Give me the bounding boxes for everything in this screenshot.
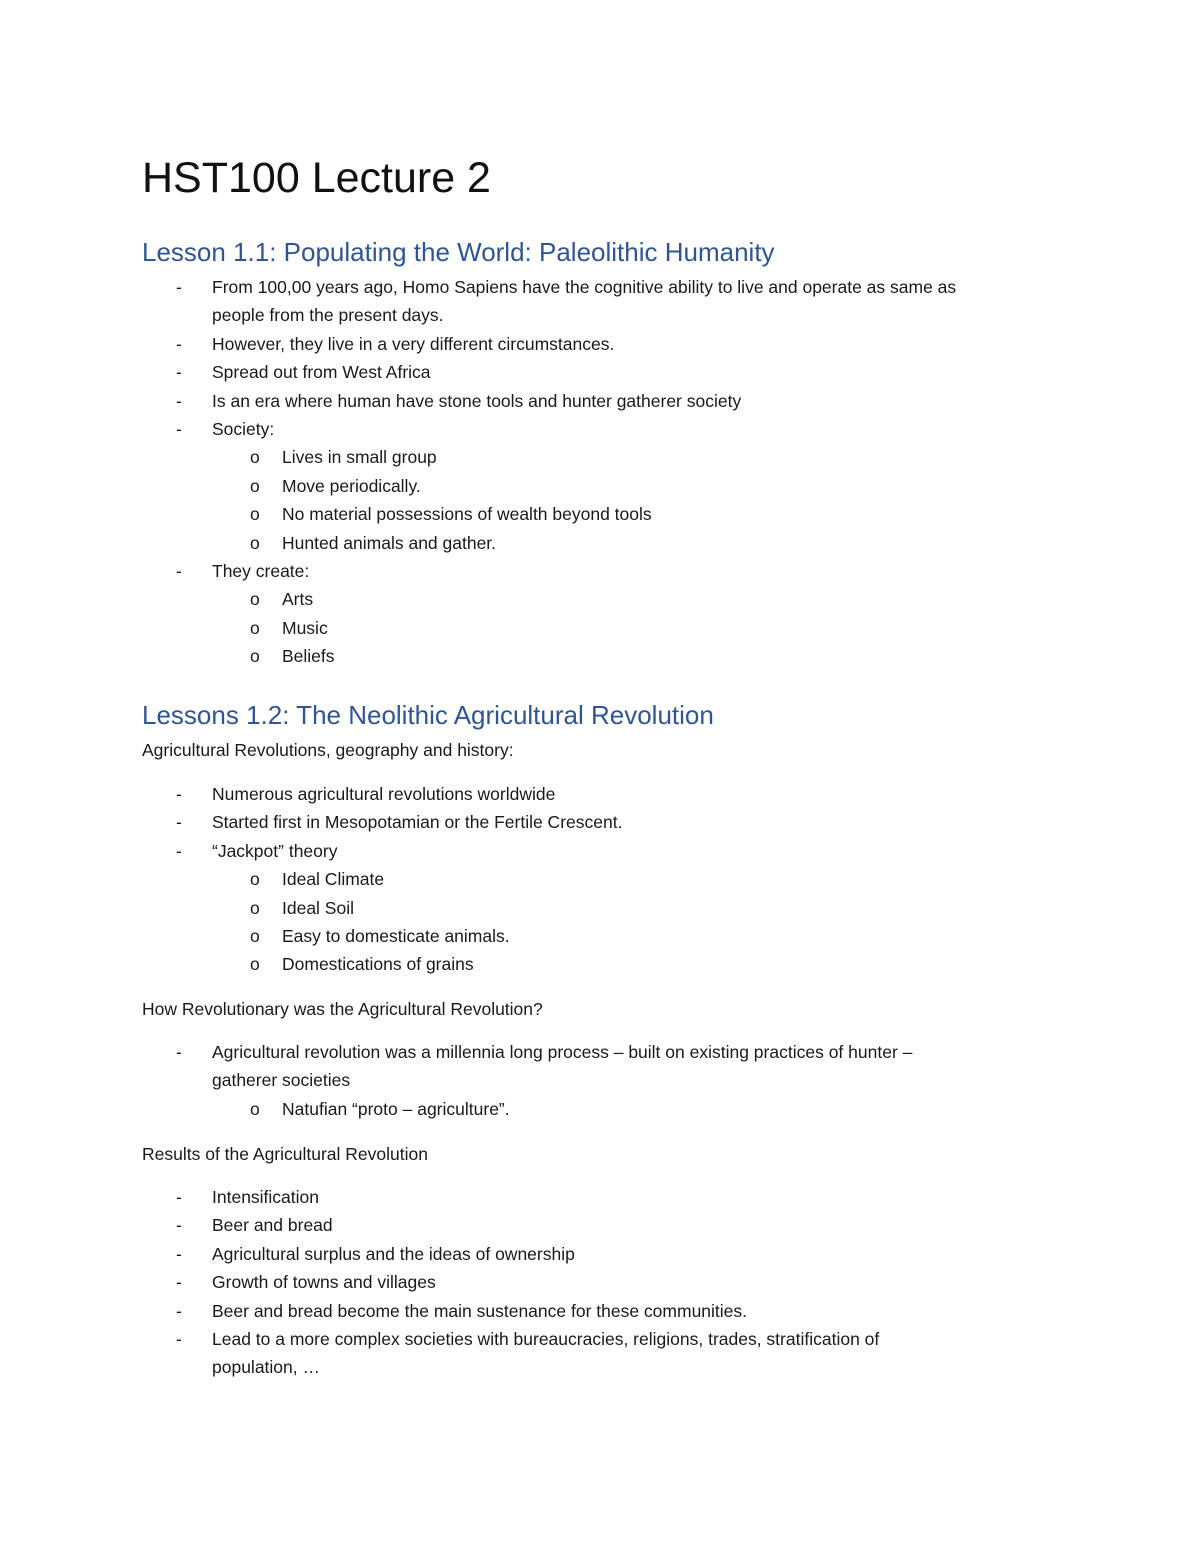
list-item — [142, 837, 1072, 865]
circle-bullet: o — [250, 475, 260, 496]
list-item — [142, 557, 1072, 585]
results-paragraph: Results of the Agricultural Revolution — [142, 1144, 428, 1164]
list-item — [142, 273, 1072, 301]
dash-bullet: - — [176, 840, 182, 861]
list-item-text: From 100,00 years ago, Homo Sapiens have the cognitive ability to live and operate as same as — [212, 277, 957, 297]
list-item — [142, 1183, 1072, 1211]
results-list — [142, 1183, 1072, 1382]
sub-list-item — [142, 529, 1072, 557]
list-item — [142, 415, 1072, 443]
list-item-text: Numerous agricultural revolutions worldwide — [212, 784, 556, 804]
sub-list-item-text: Music — [282, 617, 328, 638]
section-heading-lesson-1-1: Lesson 1.1: Populating the World: Paleolithic Humanity — [142, 237, 775, 267]
sub-list-item-text: Ideal Climate — [282, 869, 385, 890]
list-item — [142, 387, 1072, 415]
dash-bullet: - — [176, 333, 182, 354]
circle-bullet: o — [250, 589, 260, 610]
list-item-text: Started first in Mesopotamian or the Fertile Crescent. — [212, 812, 623, 833]
dash-bullet: - — [176, 1042, 182, 1062]
list-item-text: Growth of towns and villages — [212, 1272, 436, 1293]
dash-bullet: - — [176, 1187, 182, 1207]
list-item-text: Agricultural surplus and the ideas of ownership — [212, 1243, 575, 1264]
agricultural-revolutions-list — [142, 780, 1072, 979]
circle-bullet: o — [250, 1098, 260, 1119]
sub-list-item — [142, 585, 1072, 613]
sub-list-item — [142, 894, 1072, 922]
dash-bullet: - — [176, 277, 182, 297]
dash-bullet: - — [176, 419, 182, 440]
list-item-text: “Jackpot” theory — [212, 840, 338, 861]
list-item — [142, 330, 1072, 358]
sub-list-item — [142, 950, 1072, 978]
list-item-text: They create: — [212, 561, 310, 582]
list-item — [142, 1211, 1072, 1239]
list-item — [142, 358, 1072, 386]
sub-list-item-text: Hunted animals and gather. — [282, 532, 497, 553]
dash-bullet: - — [176, 1300, 182, 1321]
list-item — [142, 1297, 1072, 1325]
sub-list-item — [142, 642, 1072, 670]
list-item-text: Intensification — [212, 1187, 320, 1207]
circle-bullet: o — [250, 954, 260, 975]
list-item-text: Is an era where human have stone tools and hunter gatherer society — [212, 390, 742, 411]
list-item-continuation — [142, 1066, 1072, 1094]
list-item-text: Beer and bread — [212, 1215, 333, 1236]
sub-list-item — [142, 865, 1072, 893]
list-item — [142, 1038, 1072, 1066]
dash-bullet: - — [176, 362, 182, 383]
circle-bullet: o — [250, 447, 260, 468]
sub-list-item — [142, 1095, 1072, 1123]
sub-list-item-text: Beliefs — [282, 646, 335, 667]
list-item — [142, 808, 1072, 836]
question-paragraph: How Revolutionary was the Agricultural Revolution? — [142, 999, 543, 1019]
circle-bullet: o — [250, 532, 260, 553]
sub-list-item-text: No material possessions of wealth beyond tools — [282, 504, 652, 525]
list-item-text: population, … — [212, 1357, 320, 1378]
list-item-text: However, they live in a very different circumstances. — [212, 333, 615, 354]
dash-bullet: - — [176, 812, 182, 833]
page-title: HST100 Lecture 2 — [142, 154, 491, 202]
dash-bullet: - — [176, 390, 182, 411]
circle-bullet: o — [250, 504, 260, 525]
sub-list-item — [142, 472, 1072, 500]
section-intro: Agricultural Revolutions, geography and history: — [142, 740, 514, 760]
list-item-continuation — [142, 1353, 1072, 1381]
sub-list-item — [142, 614, 1072, 642]
list-item-text: Agricultural revolution was a millennia long process – built on existing practices of hunter – — [212, 1042, 913, 1062]
circle-bullet: o — [250, 646, 260, 667]
list-item — [142, 1268, 1072, 1296]
dash-bullet: - — [176, 561, 182, 582]
sub-list-item-text: Natufian “proto – agriculture”. — [282, 1098, 510, 1119]
lesson-1-1-list — [142, 273, 1072, 671]
dash-bullet: - — [176, 784, 182, 804]
circle-bullet: o — [250, 926, 260, 947]
list-item — [142, 780, 1072, 808]
sub-list-item — [142, 500, 1072, 528]
section-heading-lesson-1-2: Lessons 1.2: The Neolithic Agricultural Revolution — [142, 700, 714, 730]
circle-bullet: o — [250, 869, 260, 890]
list-item-text: Society: — [212, 419, 275, 440]
sub-list-item — [142, 922, 1072, 950]
list-item-text: gatherer societies — [212, 1070, 351, 1091]
dash-bullet: - — [176, 1243, 182, 1264]
list-item — [142, 1240, 1072, 1268]
list-item-text: people from the present days. — [212, 305, 444, 326]
sub-list-item-text: Move periodically. — [282, 475, 421, 496]
list-item-text: Lead to a more complex societies with bureaucracies, religions, trades, stratification of — [212, 1329, 880, 1350]
circle-bullet: o — [250, 617, 260, 638]
list-item-text: Beer and bread become the main sustenance for these communities. — [212, 1300, 748, 1321]
list-item-text: Spread out from West Africa — [212, 362, 431, 383]
dash-bullet: - — [176, 1215, 182, 1236]
process-list — [142, 1038, 1072, 1123]
sub-list-item-text: Lives in small group — [282, 447, 437, 468]
sub-list-item-text: Domestications of grains — [282, 954, 474, 975]
dash-bullet: - — [176, 1329, 182, 1350]
list-item — [142, 1325, 1072, 1353]
sub-list-item-text: Easy to domesticate animals. — [282, 926, 510, 947]
sub-list-item-text: Ideal Soil — [282, 897, 354, 918]
list-item-continuation — [142, 301, 1072, 329]
circle-bullet: o — [250, 897, 260, 918]
sub-list-item — [142, 443, 1072, 471]
dash-bullet: - — [176, 1272, 182, 1293]
sub-list-item-text: Arts — [282, 589, 314, 610]
